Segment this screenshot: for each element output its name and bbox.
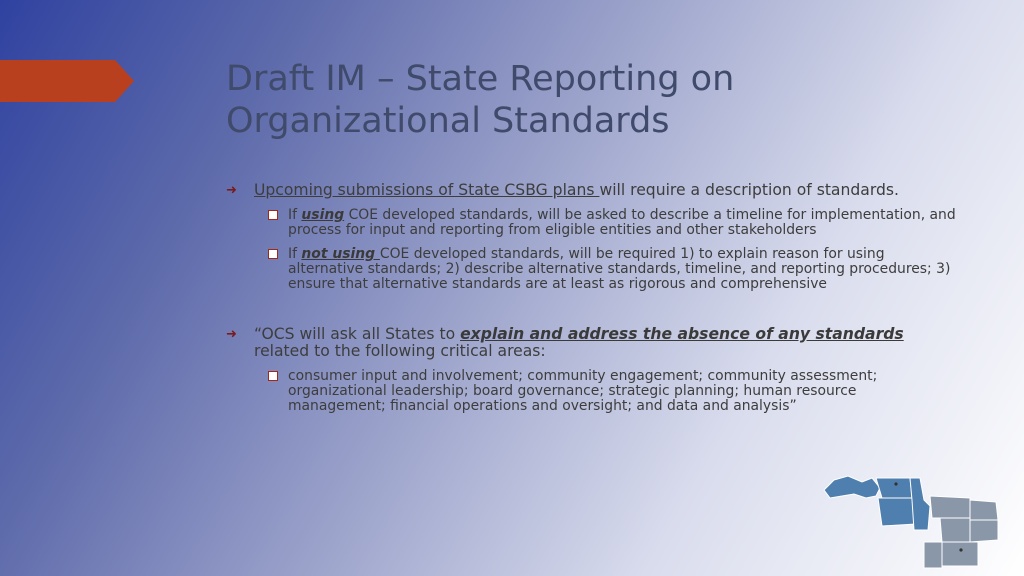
arrow-bullet-icon: ➜ — [226, 183, 237, 198]
plans-link[interactable]: Upcoming submissions of State CSBG plans — [254, 181, 600, 199]
wyoming-shape — [940, 518, 970, 542]
region-map-icon — [820, 460, 1024, 576]
utah-shape — [924, 542, 942, 568]
sub-bullet-item — [226, 369, 956, 414]
oregon-shape — [878, 498, 916, 526]
colorado-shape — [942, 542, 978, 566]
bullet-item — [226, 182, 956, 199]
bullet-text: will require a description of standards. — [599, 181, 899, 199]
bullet-text: “OCS will ask all States to — [254, 325, 461, 343]
sub-bullet-item — [226, 208, 956, 238]
accent-arrow-shape — [0, 60, 134, 102]
washington-shape — [876, 478, 912, 498]
bullet-item — [226, 326, 956, 360]
checkbox-bullet-icon — [268, 249, 278, 259]
south-dakota-shape — [970, 520, 998, 542]
sub-bullet-text: COE developed standards, will be required 1) to explain reason for using alternative standards; 2) describe alternative standards, timeline, and reporting procedures; 3) ensure that alternative standards are at least as rigorous and comprehensive — [288, 246, 951, 292]
sub-bullet-text: COE developed standards, will be asked to describe a timeline for implementation, and process for input and reporting from eligible entities and other stakeholders — [288, 207, 956, 238]
sub-bullet-item — [226, 247, 956, 292]
sub-bullet-text: consumer input and involvement; community engagement; community assessment; organizational leadership; board governance; strategic planning; human resource management; financial operations and oversight; and data and analysis” — [288, 368, 878, 414]
bullet-text-end: related to the following critical areas: — [254, 342, 546, 360]
arrow-bullet-icon: ➜ — [226, 327, 237, 342]
checkbox-bullet-icon — [268, 371, 278, 381]
sub-bullet-prefix: If — [288, 246, 302, 262]
montana-shape — [930, 496, 970, 518]
alaska-shape — [824, 476, 880, 498]
emphasis-text: not using — [301, 246, 380, 262]
slide-title: Draft IM – State Reporting on Organizational Standards — [226, 59, 735, 141]
checkbox-bullet-icon — [268, 210, 278, 220]
slide-body — [226, 182, 956, 414]
emphasis-text: using — [301, 207, 345, 223]
sub-bullet-prefix: If — [288, 207, 302, 223]
emphasis-text: explain and address the absence of any standards — [460, 325, 904, 343]
north-dakota-shape — [970, 500, 998, 520]
idaho-shape — [910, 478, 930, 530]
